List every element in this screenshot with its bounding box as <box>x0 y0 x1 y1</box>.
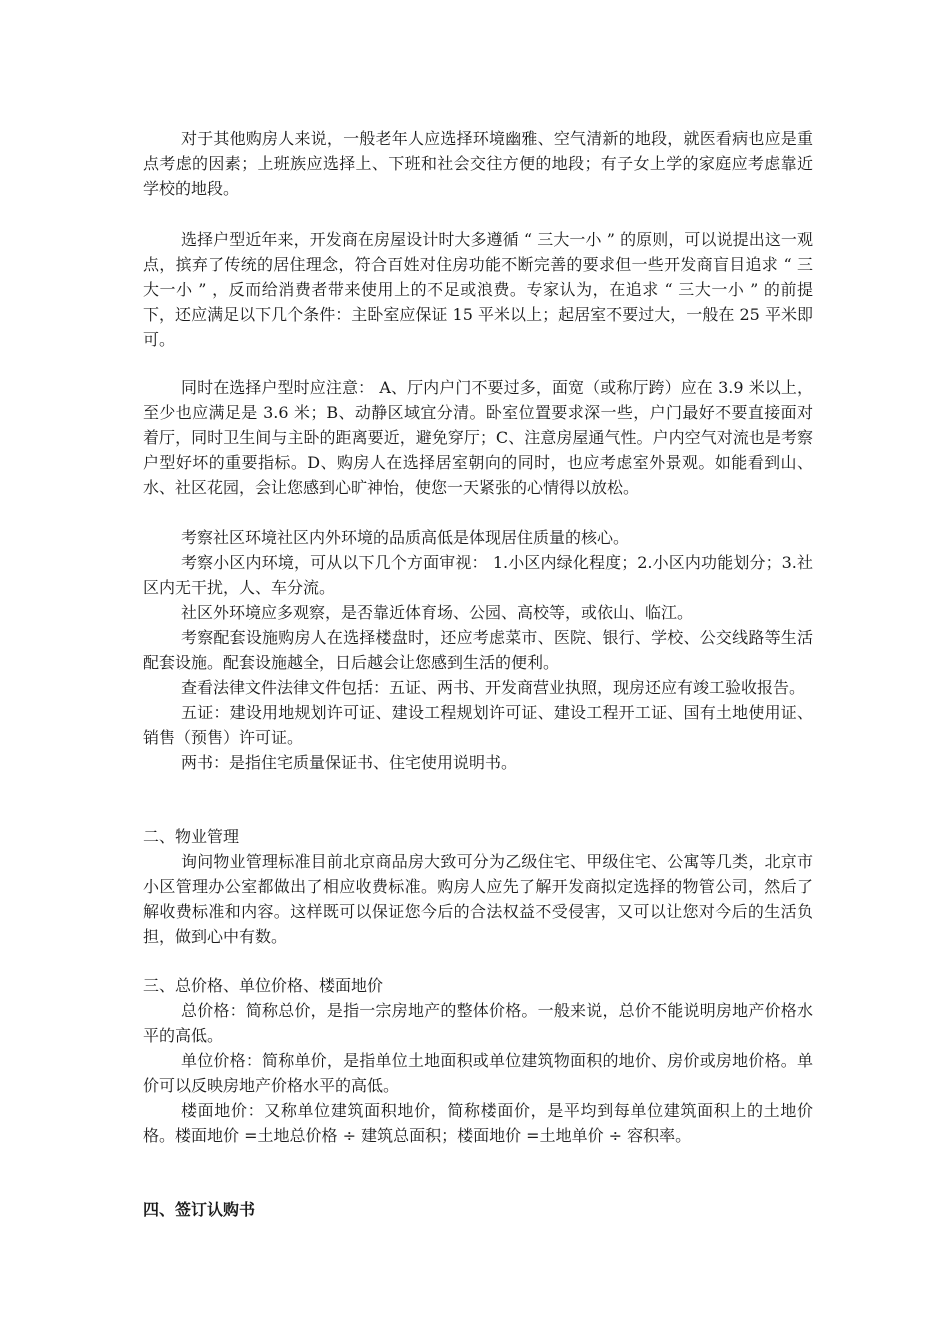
paragraph-text: 考察配套设施购房人在选择楼盘时，还应考虑菜市、医院、银行、学校、公交线路等生活配套设施。配套设施越全，日后越会让您感到生活的便利。 <box>143 628 813 672</box>
section-property-management <box>143 824 813 949</box>
paragraph-text: 五证：建设用地规划许可证、建设工程规划许可证、建设工程开工证、国有土地使用证、销售（预售）许可证。 <box>143 703 813 747</box>
paragraph-text: 查看法律文件法律文件包括：五证、两书、开发商营业执照，现房还应有竣工验收报告。 <box>181 678 806 697</box>
section-heading: 二、物业管理 <box>143 827 240 846</box>
paragraph-text: 单位价格：简称单价，是指单位土地面积或单位建筑物面积的地价、房价或房地价格。单价可以反映房地产价格水平的高低。 <box>143 1051 813 1095</box>
paragraph-community-environment <box>143 525 813 775</box>
paragraph-text: 对于其他购房人来说，一般老年人应选择环境幽雅、空气清新的地段，就医看病也应是重点考虑的因素；上班族应选择上、下班和社会交往方便的地段；有子女上学的家庭应考虑靠近学校的地段。 <box>143 129 813 198</box>
paragraph-text: 询问物业管理标准目前北京商品房大致可分为乙级住宅、甲级住宅、公寓等几类，北京市小区管理办公室都做出了相应收费标准。购房人应先了解开发商拟定选择的物管公司，然后了解收费标准和内容。这样既可以保证您今后的合法权益不受侵害，又可以让您对今后的生活负担，做到心中有数。 <box>143 852 813 946</box>
section-pricing <box>143 973 813 1148</box>
section-purchase-agreement <box>143 1197 813 1222</box>
section-heading: 四、签订认购书 <box>143 1200 256 1219</box>
paragraph-text: 楼面地价：又称单位建筑面积地价，简称楼面价，是平均到每单位建筑面积上的土地价格。楼面地价 =土地总价格 ÷ 建筑总面积；楼面地价 =土地单价 ÷ 容积率。 <box>143 1101 813 1145</box>
paragraph-text: 考察小区内环境，可从以下几个方面审视： 1.小区内绿化程度；2.小区内功能划分；3.社区内无干扰，人、车分流。 <box>143 553 813 597</box>
paragraph-text: 总价格：简称总价，是指一宗房地产的整体价格。一般来说，总价不能说明房地产价格水平的高低。 <box>143 1001 813 1045</box>
paragraph-text: 选择户型近年来，开发商在房屋设计时大多遵循 “ 三大一小 ” 的原则，可以说提出这一观点，摈弃了传统的居住理念，符合百姓对住房功能不断完善的要求但一些开发商盲目追求 “ 三大一小 ” ，反而给消费者带来使用上的不足或浪费。专家认为，在追求 “ 三大一小 ” 的前提下，还应满足以下几个条件：主卧室应保证 15 平米以上；起居室不要过大，一般在 25 平米即可。 <box>143 230 813 349</box>
paragraph-floor-plan-notes <box>143 375 813 500</box>
paragraph-text: 社区外环境应多观察，是否靠近体育场、公园、高校等，或依山、临江。 <box>181 603 694 622</box>
paragraph-text: 两书：是指住宅质量保证书、住宅使用说明书。 <box>181 753 518 772</box>
paragraph-floor-plan <box>143 227 813 352</box>
paragraph-text: 考察社区环境社区内外环境的品质高低是体现居住质量的核心。 <box>181 528 630 547</box>
section-heading: 三、总价格、单位价格、楼面地价 <box>143 976 384 995</box>
paragraph-location-advice <box>143 126 813 201</box>
paragraph-text: 同时在选择户型时应注意： A、厅内户门不要过多，面宽（或称厅跨）应在 3.9 米以上，至少也应满足是 3.6 米；B、动静区域宜分清。卧室位置要求深一些，户门最好不要直接面对着厅，同时卫生间与主卧的距离要近，避免穿厅；C、注意房屋通气性。户内空气对流也是考察户型好坏的重要指标。D、购房人在选择居室朝向的同时，也应考虑室外景观。如能看到山、水、社区花园，会让您感到心旷神怡，使您一天紧张的心情得以放松。 <box>143 378 813 497</box>
